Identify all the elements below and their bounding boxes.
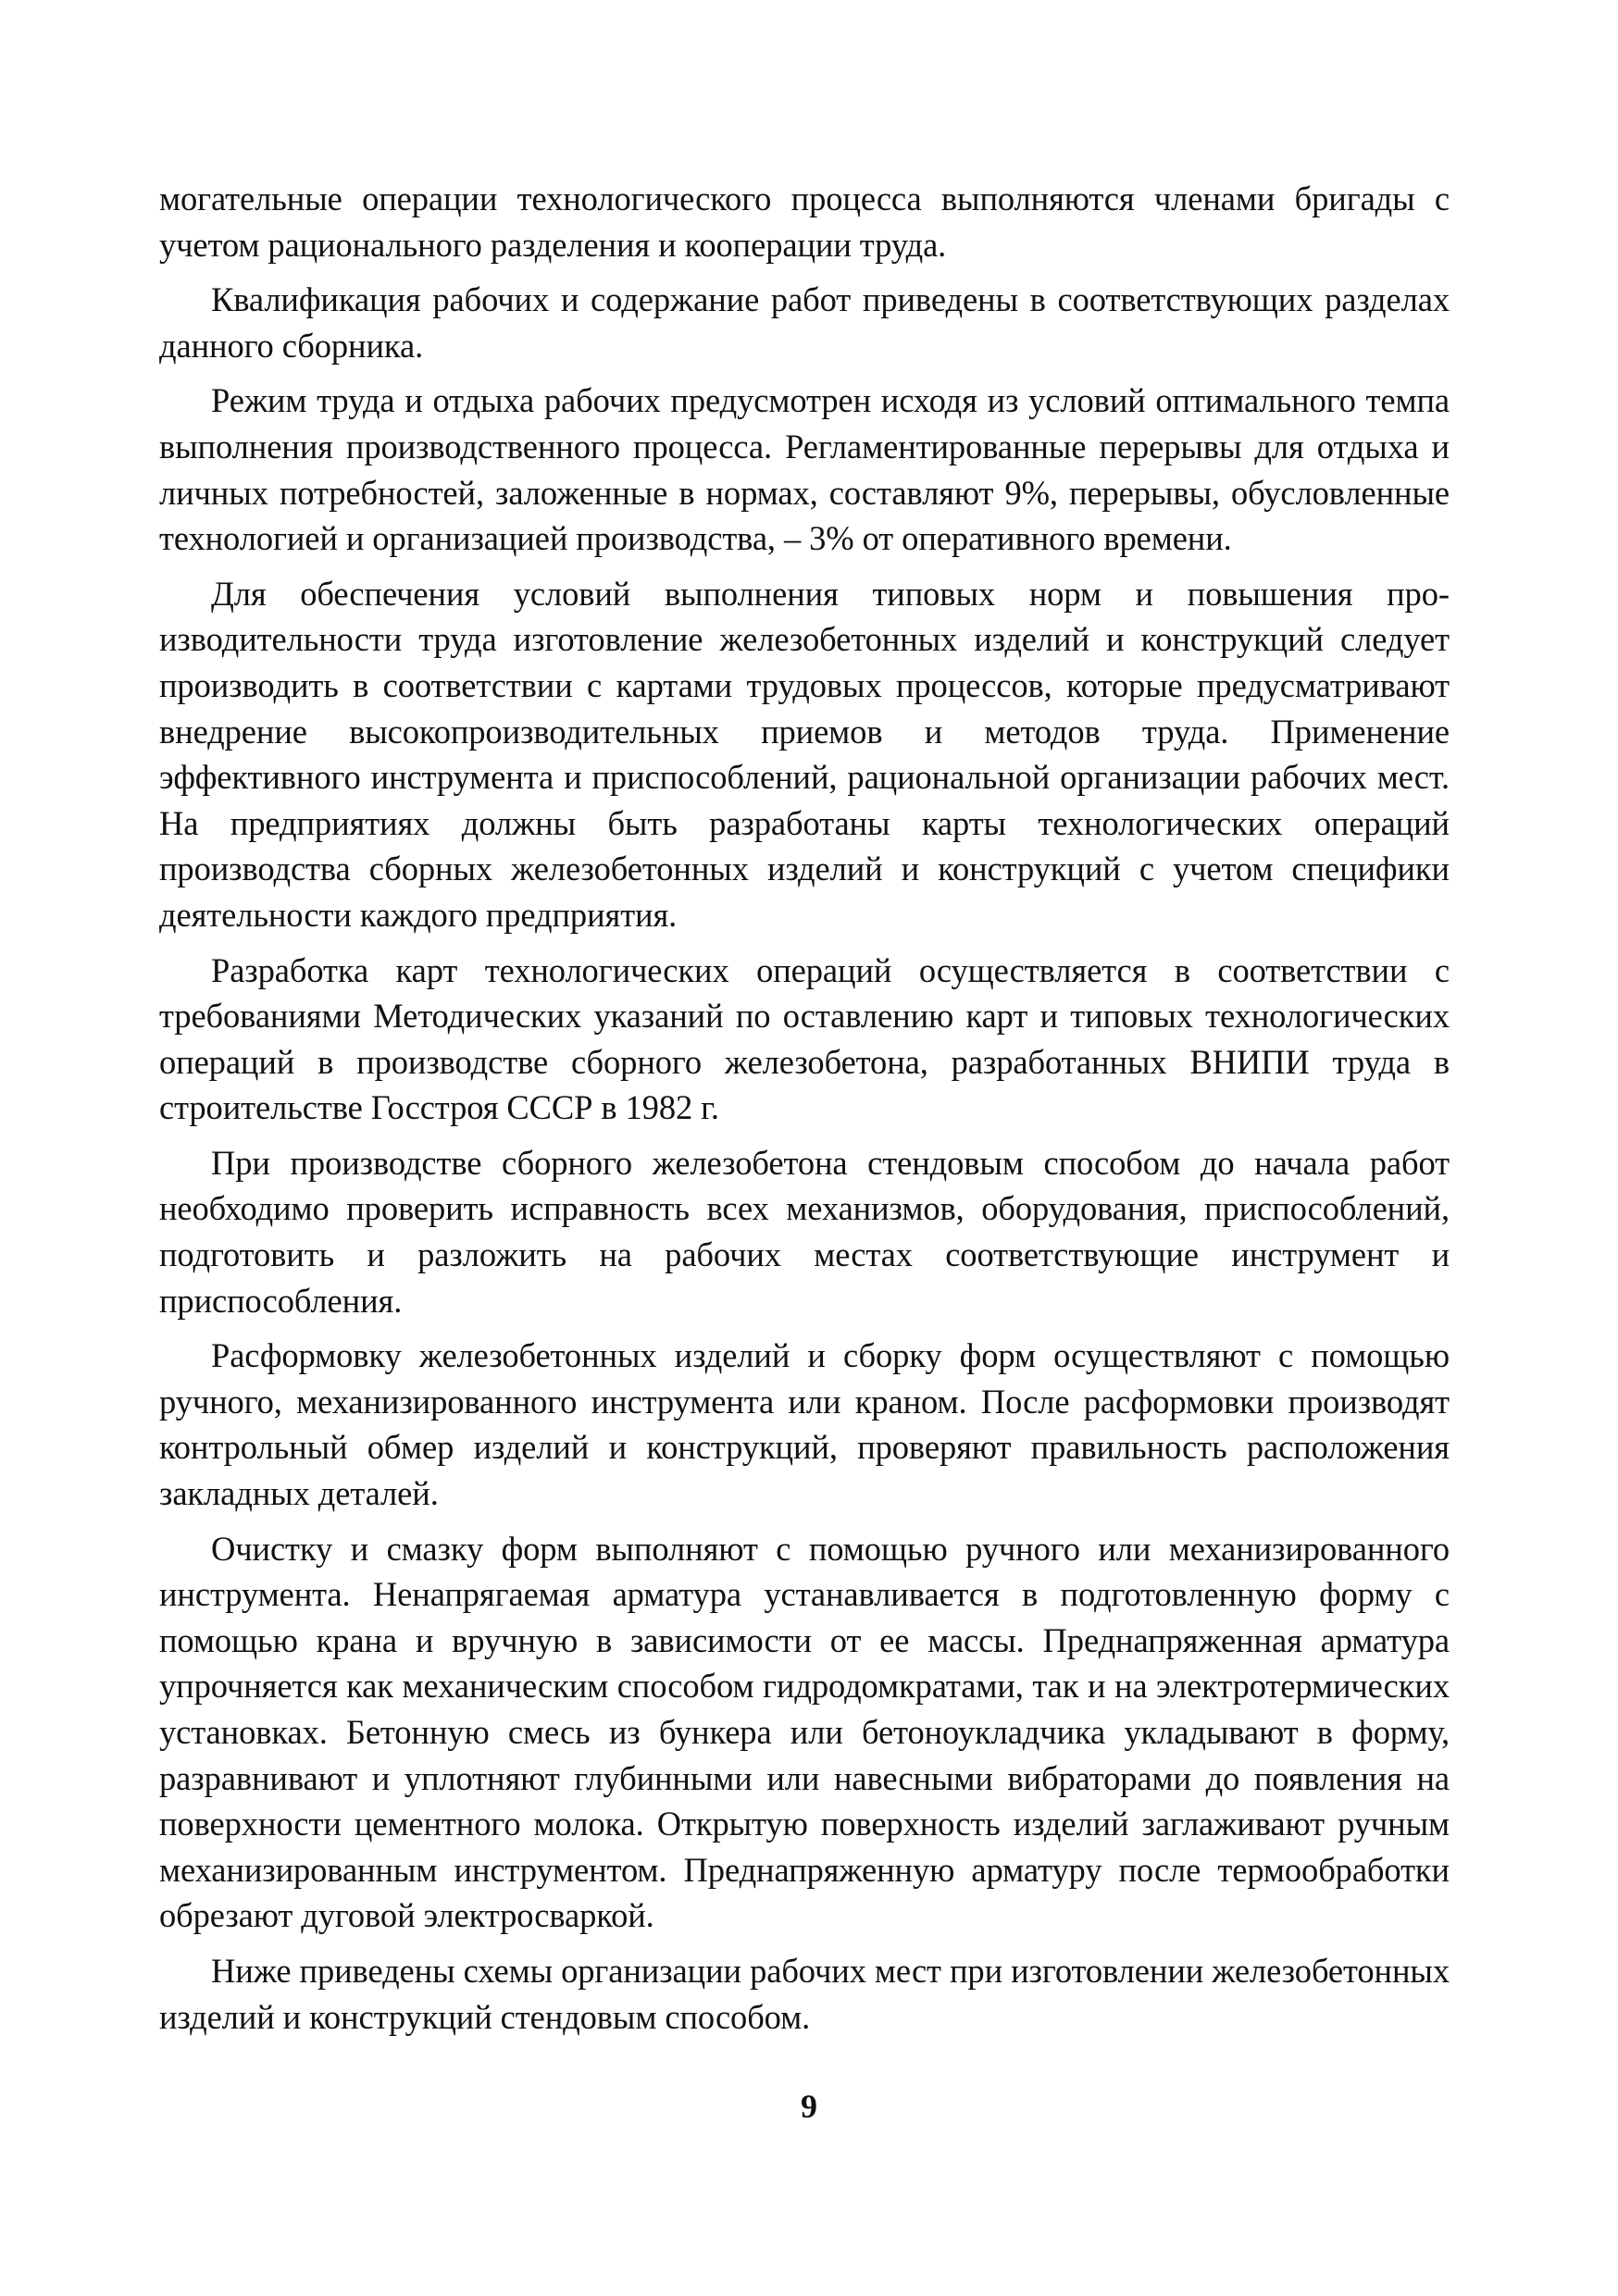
paragraph-qualification: Квалификация рабочих и содержание работ приведены в соответствующих разделах данного сборника. <box>159 280 1450 365</box>
paragraph-preparation: При производстве сборного железобетона стендовым способом до начала работ необходимо проверить исправность всех механизмов, оборудования, приспособлений, подготовить и разложить на рабочих местах соответствующие инструмент и приспособления. <box>159 1143 1450 1320</box>
paragraph-standards-conditions: Для обеспечения условий выполнения типовых норм и повышения производительности труда изготовление железобетонных изделий и конструкций следует производить в соответствии с картами трудовых процессов, которые предусматривают внедрение высокопроизводительных приемов и методов труда. Применение эффективного инструмента и приспособлений, рациональной организации рабочих мест. На предприятиях должны быть разработаны карты технологических операций производства сборных железобетонных изделий и конструкций с учетом специфики деятельности каждого предприятия. <box>159 574 1450 934</box>
paragraph-workplace-schemes: Ниже приведены схемы организации рабочих мест при изготовлении железобетонных изделий и конструкций стендовым способом. <box>159 1951 1450 2036</box>
paragraph-process-cards: Разработка карт технологических операций осуществляется в соответствии с требованиями Методических указаний по оставлению карт и типовых технологических операций в производстве сборного железобетона, разработанных ВНИПИ труда в строительстве Госстроя СССР в 1982 г. <box>159 950 1450 1127</box>
paragraph-demolding: Расформовку железобетонных изделий и сборку форм осуществляют с помощью ручного, механизированного инструмента или краном. После расформовки производят контрольный обмер изделий и конструкций, проверяют правильность расположения закладных деталей. <box>159 1336 1450 1513</box>
paragraph-cleaning-reinforcement: Очистку и смазку форм выполняют с помощью ручного или механизированного инструмента. Ненапрягаемая арматура устанавливается в подготовленную форму с помощью крана и вручную в зависимости от ее массы. Преднапряженная арматура упрочняется как механическим способом гидродомкратами, так и на электротермических установках. Бетонную смесь из бункера или бетоноукладчика укладывают в форму, разравнивают и уплотняют глубинными или навесными вибраторами до появления на поверхности цементного молока. Открытую поверхность изделий заглаживают ручным механизированным инструментом. Преднапряженную арматуру после термообработки обрезают дуговой электросваркой. <box>159 1529 1450 1935</box>
page-number: 9 <box>801 2088 817 2125</box>
paragraph-continuation: могательные операции технологического процесса выполняются членами бригады с учетом рационального разделения и кооперации труда. <box>159 180 1450 264</box>
document-body <box>159 176 1450 2049</box>
paragraph-work-rest-regime: Режим труда и отдыха рабочих предусмотрен исходя из условий оптимального темпа выполнения производственного процесса. Регламентированные перерывы для отдыха и личных потребностей, заложенные в нормах, составляют 9%, перерывы, обусловленные технологией и организацией производства, – 3% от оперативного времени. <box>159 381 1450 558</box>
